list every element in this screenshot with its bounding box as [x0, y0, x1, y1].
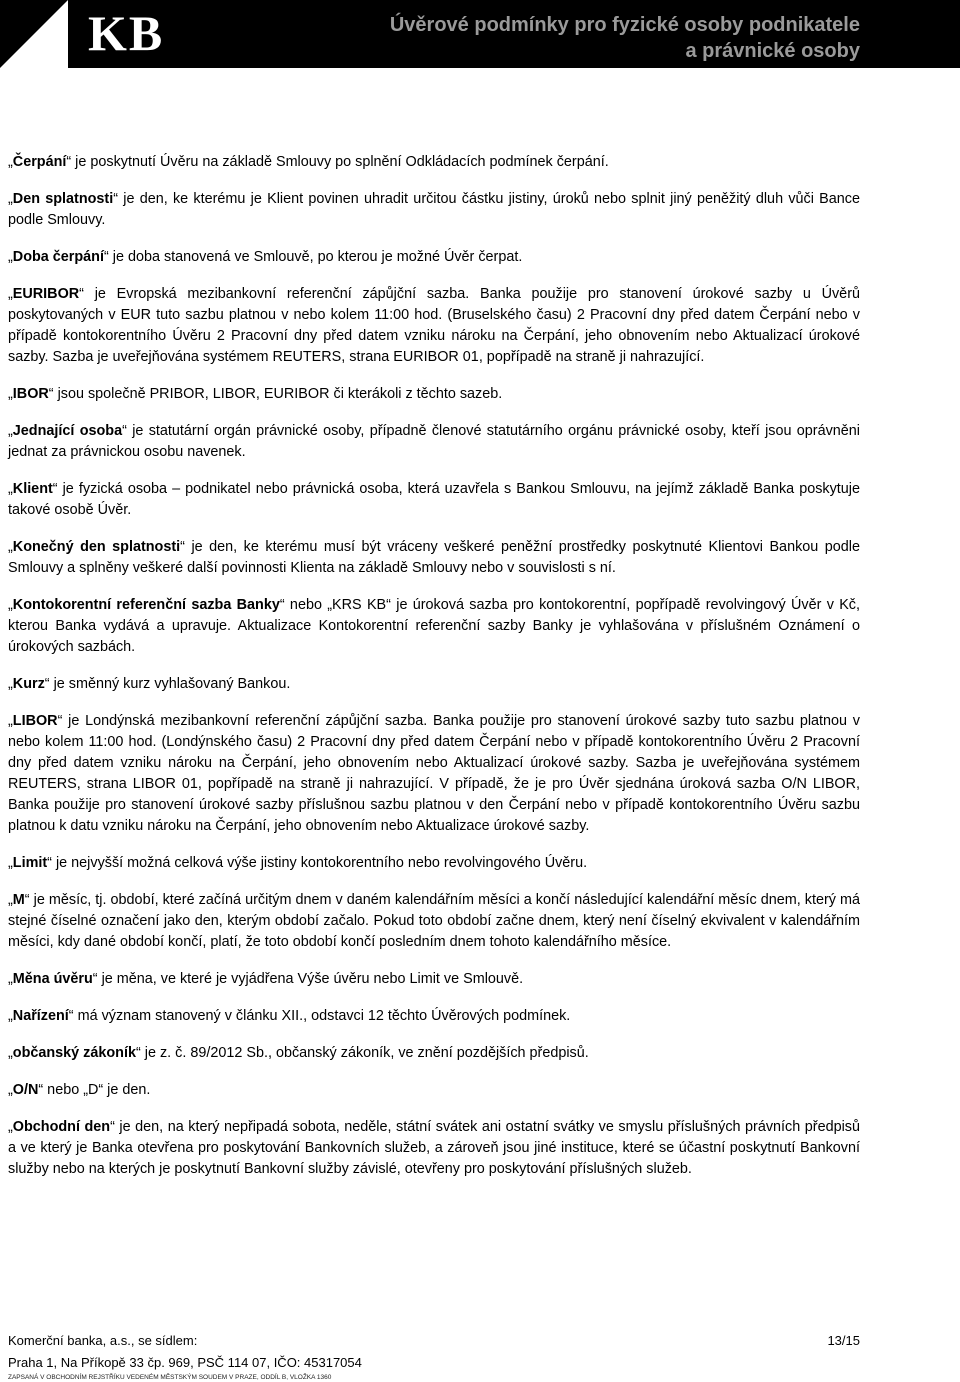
definition-term: Nařízení — [12, 1008, 69, 1024]
definition-term: Limit — [12, 855, 48, 871]
definition-text: nebo „KRS KB“ je úroková sazba pro kontokorentní, popřípadě revolvingový Úvěr v Kč, kterou Banka vydává a upravuje. Aktualizace Kontokorentní referenční sazby Banky je vyhlašována v příslušném Oznámení o úrokových sazbách. — [8, 597, 861, 655]
definition-item: „Kurz“ je směnný kurz vyhlašovaný Bankou. — [8, 676, 291, 692]
definition-item: „M“ je měsíc, tj. období, které začíná určitým dnem v daném kalendářním měsíci a končí následující kalendářní měsíc dnem, který má stejné číselné označení jako den, kterým období začalo. Pokud toto období začne dnem, který není číselný ekvivalent v kalendářním měsíci, kdy dané období končí, platí, že toto období končí posledním dnem tohoto kalendářního měsíce. — [8, 892, 860, 950]
definition-item: „Kontokorentní referenční sazba Banky“ nebo „KRS KB“ je úroková sazba pro kontokorentní, popřípadě revolvingový Úvěr v Kč, kterou Banka vydává a upravuje. Aktualizace Kontokorentní referenční sazby Banky je vyhlašována v příslušném Oznámení o úrokových sazbách. — [8, 597, 861, 655]
definitions-list — [8, 152, 860, 1196]
definition-item: „občanský zákoník“ je z. č. 89/2012 Sb., občanský zákoník, ve znění pozdějších předpisů. — [8, 1045, 589, 1061]
definition-term: O/N — [12, 1082, 39, 1098]
definition-text: je měsíc, tj. období, které začíná určitým dnem v daném kalendářním měsíci a končí následující kalendářní měsíc dnem, který má stejné číselné označení jako den, kterým období začalo. Pokud toto období začne dnem, který není číselný ekvivalent v kalendářním měsíci, kdy dané období končí, platí, že toto období končí posledním dnem tohoto kalendářního měsíce. — [8, 892, 860, 950]
logo-triangle-icon — [0, 0, 68, 68]
definition-text: je den, na který nepřipadá sobota, neděle, státní svátek ani ostatní svátky ve smyslu příslušných právních předpisů a ve který je Banka otevřena pro poskytování Bankovních služeb, a zároveň jsou jiné instituce, které se účastní poskytnutí Bankovní služby nebo na kterých je poskytnutí Bankovní služby závislé, otevřeny pro poskytování příslušných služeb. — [8, 1119, 860, 1177]
footer-registry: ZAPSANÁ V OBCHODNÍM REJSTŘÍKU VEDENÉM MĚSTSKÝM SOUDEM V PRAZE, ODDÍL B, VLOŽKA 1360 — [8, 1374, 332, 1381]
definition-item: „Konečný den splatnosti“ je den, ke kterému musí být vráceny veškeré peněžní prostředky poskytnuté Klientovi Bankou podle Smlouvy a splněny veškeré další povinnosti Klienta na základě Smlouvy nebo v souvislosti s ní. — [8, 539, 860, 576]
definition-term: Doba čerpání — [12, 249, 104, 265]
kb-logo: KB — [88, 5, 165, 61]
definition-term: Jednající osoba — [12, 423, 123, 439]
definition-term: Čerpání — [12, 154, 67, 170]
document-title-line-1: Úvěrové podmínky pro fyzické osoby podnikatele — [389, 14, 860, 36]
definition-item: „Jednající osoba“ je statutární orgán právnické osoby, případně členové statutárního orgánu právnické osoby, kteří jsou oprávněni jednat za právnickou osobu navenek. — [8, 423, 860, 460]
definition-item: „Obchodní den“ je den, na který nepřipadá sobota, neděle, státní svátek ani ostatní svátky ve smyslu příslušných právních předpisů a ve který je Banka otevřena pro poskytování Bankovních služeb, a zároveň jsou jiné instituce, které se účastní poskytnutí Bankovní služby nebo na kterých je poskytnutí Bankovní služby závislé, otevřeny pro poskytování příslušných služeb. — [8, 1119, 860, 1177]
definition-term: Kurz — [12, 676, 45, 692]
definition-item: „Limit“ je nejvyšší možná celková výše jistiny kontokorentního nebo revolvingového Úvěru. — [8, 855, 588, 871]
document-title — [390, 12, 860, 64]
footer-address: Praha 1, Na Příkopě 33 čp. 969, PSČ 114 07, IČO: 45317054 — [8, 1355, 362, 1370]
definition-text: je nejvyšší možná celková výše jistiny kontokorentního nebo revolvingového Úvěru. — [51, 855, 588, 871]
document-title-line-2: a právnické osoby — [685, 40, 860, 62]
definition-text: je poskytnutí Úvěru na základě Smlouvy po splnění Odkládacích podmínek čerpání. — [71, 154, 609, 170]
definition-term: IBOR — [12, 386, 49, 402]
definition-term: Kontokorentní referenční sazba Banky — [12, 597, 280, 613]
definition-term: Klient — [12, 481, 53, 497]
definition-item: „EURIBOR“ je Evropská mezibankovní referenční zápůjční sazba. Banka použije pro stanovení úrokové sazby u Úvěrů poskytovaných v EUR tuto sazbu platnou v nebo kolem 11:00 hod. (Bruselského času) 2 Pracovní dny před datem Čerpání nebo v případě kontokorentního Úvěru 2 Pracovní dny před datem vzniku nároku na Čerpání, jeho obnovením nebo Aktualizací úrokové sazby. Sazba je uveřejňována systémem REUTERS, strana EURIBOR 01, popřípadě na straně ji nahrazující. — [8, 286, 860, 365]
definition-item: „O/N“ nebo „D“ je den. — [8, 1082, 151, 1098]
page-number: 13/15 — [827, 1333, 860, 1348]
definition-item: „Měna úvěru“ je měna, ve které je vyjádřena Výše úvěru nebo Limit ve Smlouvě. — [8, 971, 524, 987]
definition-item: „Klient“ je fyzická osoba – podnikatel nebo právnická osoba, která uzavřela s Bankou Smlouvu, na jejímž základě Banka poskytuje takové osobě Úvěr. — [8, 481, 860, 518]
definition-text: je den, ke kterému je Klient povinen uhradit určitou částku jistiny, úroků nebo splnit jiný peněžitý dluh vůči Bance podle Smlouvy. — [8, 191, 860, 228]
definition-text: je Londýnská mezibankovní referenční zápůjční sazba. Banka použije pro stanovení úrokové sazby tuto sazbu platnou v nebo kolem 11:00 hod. (Londýnského času) 2 Pracovní dny před datem Čerpání nebo v případě kontokorentního Úvěru 2 Pracovní dny před datem vzniku nároku na Čerpání, jeho obnovením nebo Aktualizací úrokové sazby. Sazba je uveřejňována systémem REUTERS, strana LIBOR 01, popřípadě na straně ji nahrazující. V případě, že je pro Úvěr sjednána úroková sazba O/N LIBOR, Banka použije pro stanovení úrokové sazby příslušnou sazbu platnou v den Čerpání nebo v případě kontokorentního Úvěru sazbu platnou k datu vzniku nároku na Čerpání, jeho obnovením nebo Aktualizace úrokové sazby. — [8, 713, 860, 834]
definition-term: LIBOR — [12, 713, 58, 729]
definition-text: je měna, ve které je vyjádřena Výše úvěru nebo Limit ve Smlouvě. — [97, 971, 524, 987]
definition-text: je z. č. 89/2012 Sb., občanský zákoník, ve znění pozdějších předpisů. — [140, 1045, 589, 1061]
page-header — [0, 0, 960, 68]
definition-text: je Evropská mezibankovní referenční zápůjční sazba. Banka použije pro stanovení úrokové sazby u Úvěrů poskytovaných v EUR tuto sazbu platnou v nebo kolem 11:00 hod. (Bruselského času) 2 Pracovní dny před datem Čerpání nebo v případě kontokorentního Úvěru 2 Pracovní dny před datem vzniku nároku na Čerpání, jeho obnovením nebo Aktualizací úrokové sazby. Sazba je uveřejňována systémem REUTERS, strana EURIBOR 01, popřípadě na straně ji nahrazující. — [8, 286, 860, 365]
definition-term: Den splatnosti — [12, 191, 114, 207]
definition-term: EURIBOR — [12, 286, 80, 302]
definition-term: Měna úvěru — [12, 971, 93, 987]
definition-item: „IBOR“ jsou společně PRIBOR, LIBOR, EURIBOR či kterákoli z těchto sazeb. — [8, 386, 503, 402]
definition-text: je doba stanovená ve Smlouvě, po kterou je možné Úvěr čerpat. — [108, 249, 523, 265]
definition-term: občanský zákoník — [12, 1045, 136, 1061]
definition-item: „Doba čerpání“ je doba stanovená ve Smlouvě, po kterou je možné Úvěr čerpat. — [8, 249, 523, 265]
definition-text: jsou společně PRIBOR, LIBOR, EURIBOR či kterákoli z těchto sazeb. — [53, 386, 503, 402]
definition-text: je fyzická osoba – podnikatel nebo právnická osoba, která uzavřela s Bankou Smlouvu, na jejímž základě Banka poskytuje takové osobě Úvěr. — [8, 481, 860, 518]
page-footer — [8, 1330, 860, 1382]
definition-item: „Den splatnosti“ je den, ke kterému je Klient povinen uhradit určitou částku jistiny, úroků nebo splnit jiný peněžitý dluh vůči Bance podle Smlouvy. — [8, 191, 860, 228]
definition-text: je statutární orgán právnické osoby, případně členové statutárního orgánu právnické osoby, kteří jsou oprávněni jednat za právnickou osobu navenek. — [8, 423, 860, 460]
definition-item: „LIBOR“ je Londýnská mezibankovní referenční zápůjční sazba. Banka použije pro stanovení úrokové sazby tuto sazbu platnou v nebo kolem 11:00 hod. (Londýnského času) 2 Pracovní dny před datem Čerpání nebo v případě kontokorentního Úvěru 2 Pracovní dny před datem vzniku nároku na Čerpání, jeho obnovením nebo Aktualizací úrokové sazby. Sazba je uveřejňována systémem REUTERS, strana LIBOR 01, popřípadě na straně ji nahrazující. V případě, že je pro Úvěr sjednána úroková sazba O/N LIBOR, Banka použije pro stanovení úrokové sazby příslušnou sazbu platnou v den Čerpání nebo v případě kontokorentního Úvěru sazbu platnou k datu vzniku nároku na Čerpání, jeho obnovením nebo Aktualizace úrokové sazby. — [8, 713, 860, 834]
definition-text: je den, ke kterému musí být vráceny veškeré peněžní prostředky poskytnuté Klientovi Bankou podle Smlouvy a splněny veškeré další povinnosti Klienta na základě Smlouvy nebo v souvislosti s ní. — [8, 539, 860, 576]
definition-item: „Nařízení“ má význam stanovený v článku XII., odstavci 12 těchto Úvěrových podmínek. — [8, 1008, 571, 1024]
definition-text: nebo „D“ je den. — [43, 1082, 151, 1098]
definition-term: Obchodní den — [12, 1119, 111, 1135]
footer-company: Komerční banka, a.s., se sídlem: — [8, 1333, 198, 1348]
kb-logo-mark — [0, 0, 68, 68]
definition-text: je směnný kurz vyhlašovaný Bankou. — [49, 676, 291, 692]
definition-text: má význam stanovený v článku XII., odstavci 12 těchto Úvěrových podmínek. — [73, 1008, 571, 1024]
definition-item: „Čerpání“ je poskytnutí Úvěru na základě Smlouvy po splnění Odkládacích podmínek čerpání. — [8, 154, 609, 170]
definition-term: M — [12, 892, 25, 908]
definition-term: Konečný den splatnosti — [12, 539, 181, 555]
